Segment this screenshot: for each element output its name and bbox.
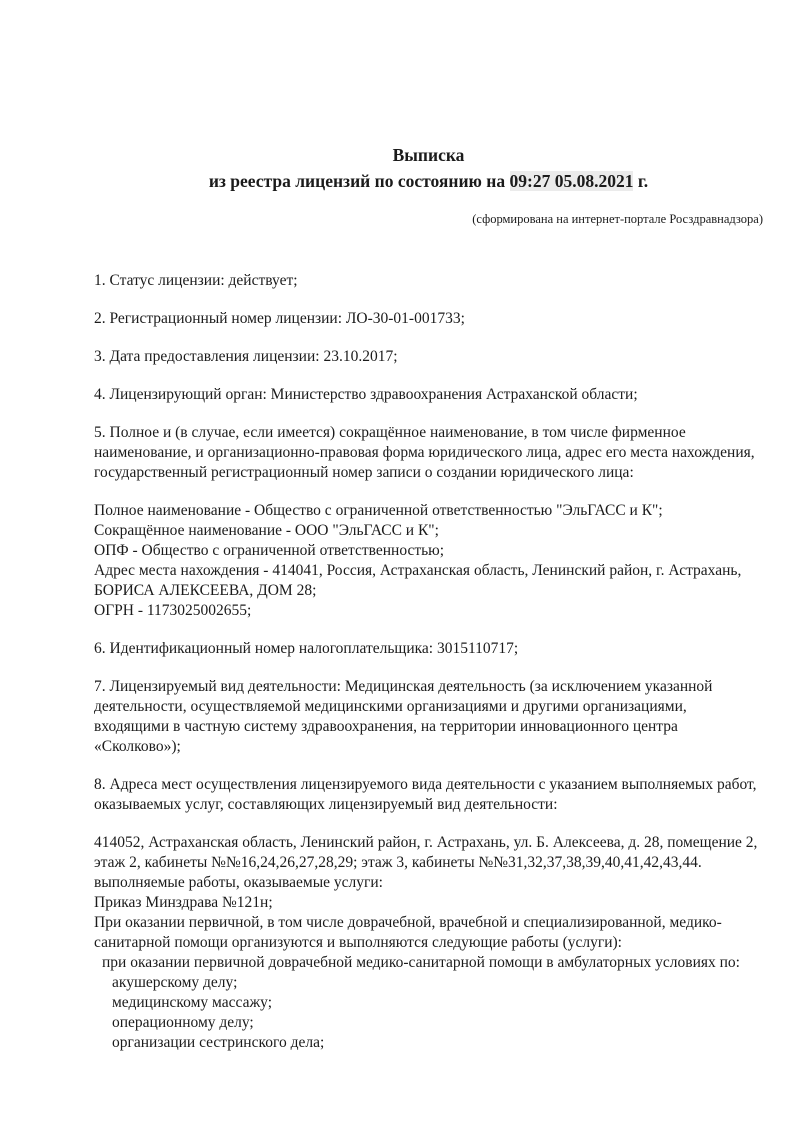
title-line2-suffix: г. xyxy=(633,171,649,191)
service-item: организации сестринского дела; xyxy=(112,1034,325,1051)
field-grant-date: 3. Дата предоставления лицензии: 23.10.2017; xyxy=(94,348,398,365)
field-addresses-heading: 8. Адреса мест осуществления лицензируемого вида деятельности с указанием выполняемых работ, оказываемых услуг, составляющих лицензируемый вид деятельности: xyxy=(94,776,757,813)
service-item: медицинскому массажу; xyxy=(112,994,273,1011)
org-details-block xyxy=(94,501,763,621)
work-address: 414052, Астраханская область, Ленинский район, г. Астрахань, ул. Б. Алексеева, д. 28, помещение 2, этаж 2, кабинеты №№16,24,26,27,28,29; этаж 3, кабинеты №№31,32,37,38,39,40,41,42,43,44. xyxy=(94,834,758,871)
field-inn: 6. Идентификационный номер налогоплательщика: 3015110717; xyxy=(94,640,519,657)
generated-note: (сформирована на интернет-портале Росздравнадзора) xyxy=(472,212,763,226)
report-datetime: 09:27 05.08.2021 xyxy=(509,171,634,191)
work-address-block xyxy=(94,833,763,1053)
field-org-heading: 5. Полное и (в случае, если имеется) сокращённое наименование, в том числе фирменное наименование, и организационно-правовая форма юридического лица, адрес его места нахождения, государственный регистрационный номер записи о создании юридического лица: xyxy=(94,424,755,481)
works-sub-intro: при оказании первичной доврачебной медико-санитарной помощи в амбулаторных условиях по: xyxy=(102,954,740,971)
order-reference: Приказ Минздрава №121н; xyxy=(94,894,273,911)
field-license-status: 1. Статус лицензии: действует; xyxy=(94,272,298,289)
org-full-name: Полное наименование - Общество с ограниченной ответственностью "ЭльГАСС и К"; xyxy=(94,502,663,519)
org-legal-form: ОПФ - Общество с ограниченной ответственностью; xyxy=(94,542,445,559)
works-intro: При оказании первичной, в том числе доврачебной, врачебной и специализированной, медико-санитарной помощи организуются и выполняются следующие работы (услуги): xyxy=(94,914,722,951)
field-registration-number: 2. Регистрационный номер лицензии: ЛО-30-01-001733; xyxy=(94,310,465,327)
field-licensing-authority: 4. Лицензирующий орган: Министерство здравоохранения Астраханской области; xyxy=(94,386,638,403)
field-licensed-activity: 7. Лицензируемый вид деятельности: Медицинская деятельность (за исключением указанной деятельности, осуществляемой медицинскими организациями и другими организациями, входящими в частную систему здравоохранения, на территории инновационного центра «Сколково»); xyxy=(94,678,713,755)
service-item: операционному делу; xyxy=(112,1014,254,1031)
services-list xyxy=(94,973,763,1053)
works-label: выполняемые работы, оказываемые услуги: xyxy=(94,874,383,891)
org-short-name: Сокращённое наименование - ООО "ЭльГАСС и К"; xyxy=(94,522,439,539)
title-line2-prefix: из реестра лицензий по состоянию на xyxy=(208,171,510,191)
document-title: Выписка xyxy=(392,145,465,165)
org-ogrn: ОГРН - 1173025002655; xyxy=(94,602,252,619)
org-address: Адрес места нахождения - 414041, Россия, Астраханская область, Ленинский район, г. Астрахань, БОРИСА АЛЕКСЕЕВА, ДОМ 28; xyxy=(94,562,742,599)
service-item: акушерскому делу; xyxy=(112,974,238,991)
document-title-line2 xyxy=(94,168,763,194)
